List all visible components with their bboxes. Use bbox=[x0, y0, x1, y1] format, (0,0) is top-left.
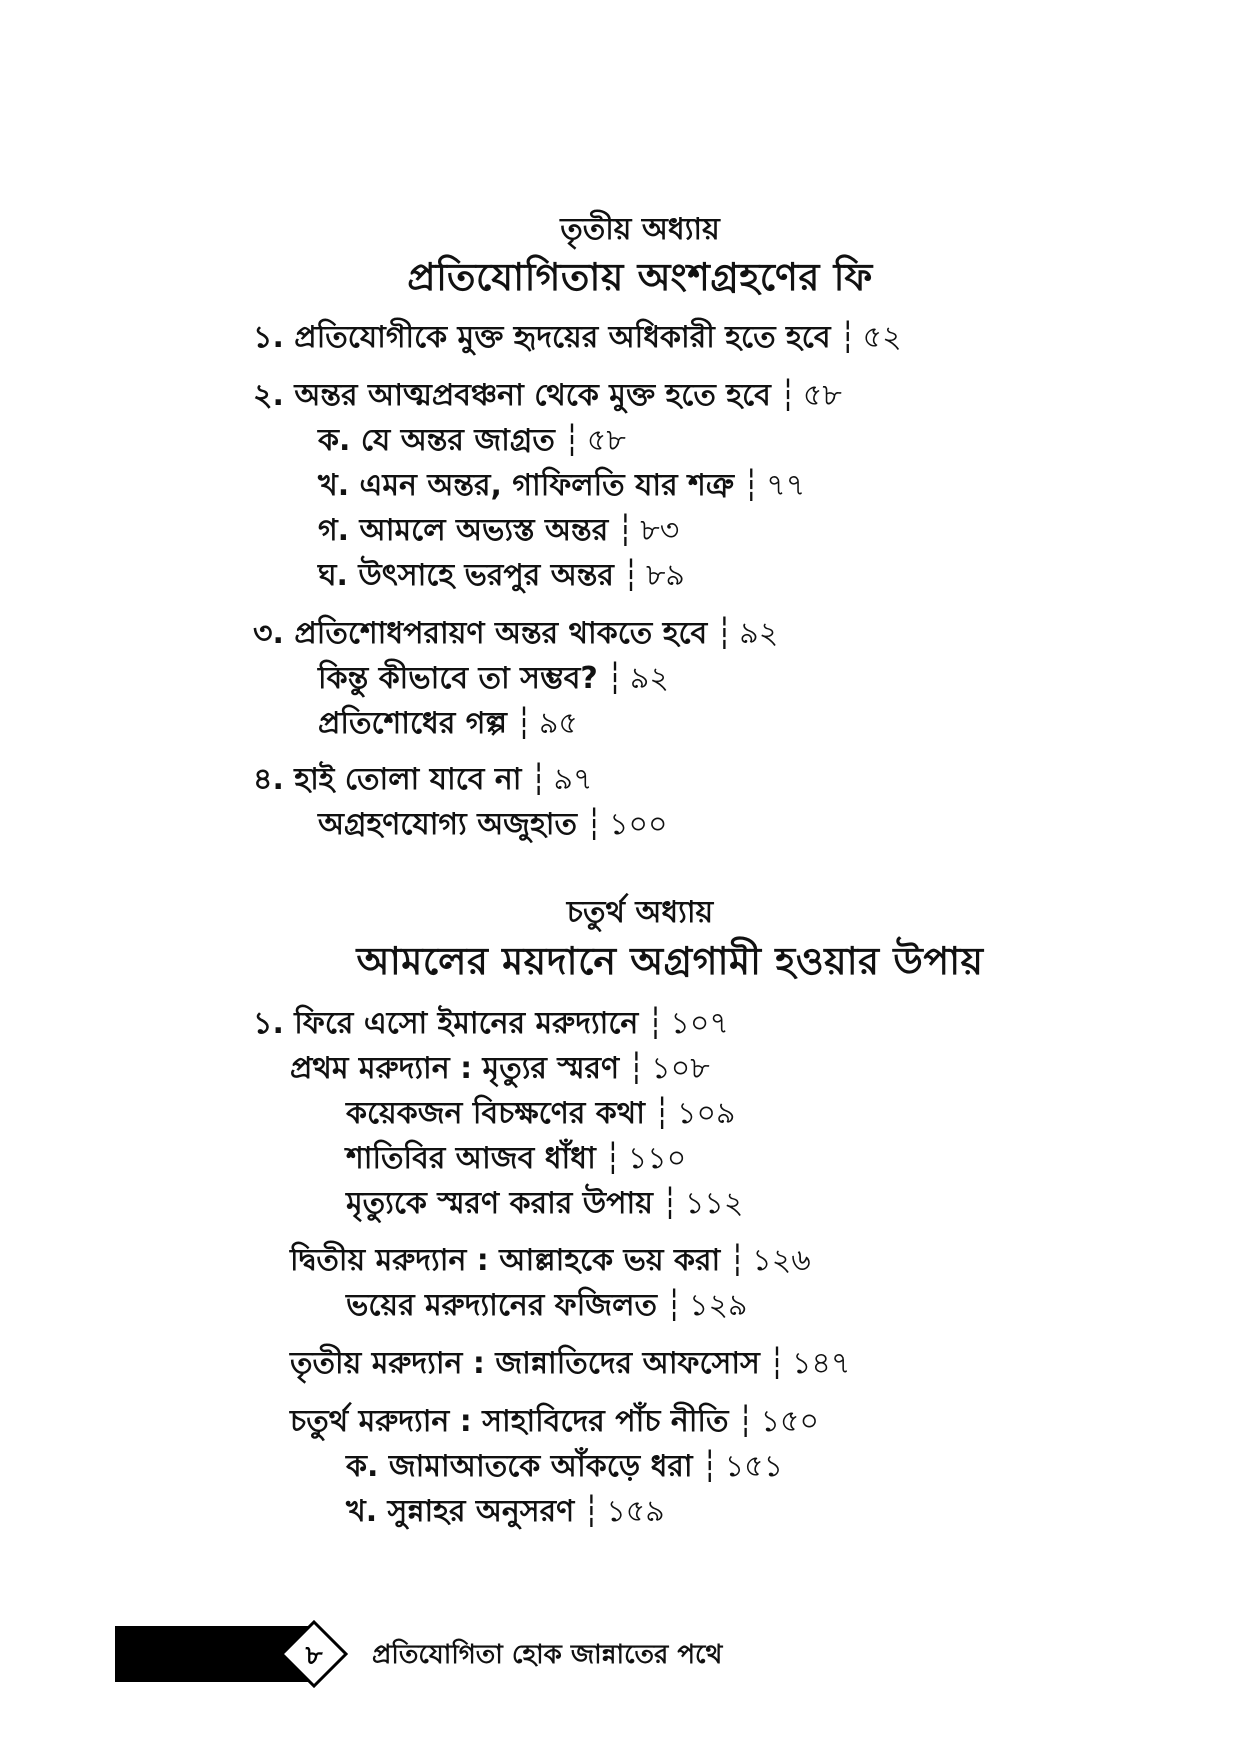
separator-icon: ┆ bbox=[529, 762, 546, 797]
toc-entry-text: ১. প্রতিযোগীকে মুক্ত হৃদয়ের অধিকারী হতে হবে bbox=[253, 320, 831, 355]
toc-entry-text: ভয়ের মরুদ্যানের ফজিলত bbox=[346, 1288, 657, 1323]
toc-entry-page: ১৫১ bbox=[724, 1449, 784, 1484]
toc-entry bbox=[346, 1184, 743, 1224]
toc-entry-text: ঘ. উৎসাহে ভরপুর অন্তর bbox=[318, 558, 614, 593]
toc-entry-page: ১০৮ bbox=[651, 1051, 710, 1086]
toc-entry-text: মৃত্যুকে স্মরণ করার উপায় bbox=[346, 1186, 653, 1221]
separator-icon: ┆ bbox=[767, 1346, 784, 1381]
toc-entry-text: ক. যে অন্তর জাগ্রত bbox=[318, 423, 555, 458]
toc-entry bbox=[346, 1286, 748, 1326]
separator-icon: ┆ bbox=[700, 1449, 717, 1484]
toc-entry-page: ৯৭ bbox=[553, 762, 593, 797]
separator-icon: ┆ bbox=[582, 1494, 599, 1529]
toc-entry-text: কয়েকজন বিচক্ষণের কথা bbox=[346, 1096, 645, 1131]
toc-entry-page: ১০৯ bbox=[677, 1096, 736, 1131]
toc-entry bbox=[290, 1049, 710, 1089]
toc-entry-text: প্রতিশোধের গল্প bbox=[318, 706, 507, 741]
toc-entry bbox=[346, 1094, 735, 1134]
toc-entry-page: ৯৫ bbox=[538, 706, 578, 741]
toc-entry-text: ১. ফিরে এসো ইমানের মরুদ্যানে bbox=[253, 1006, 639, 1041]
toc-entry-text: দ্বিতীয় মরুদ্যান : আল্লাহকে ভয় করা bbox=[290, 1243, 721, 1278]
toc-entry-page: ৫২ bbox=[862, 320, 902, 355]
separator-icon: ┆ bbox=[646, 1006, 663, 1041]
toc-entry-page: ১১০ bbox=[627, 1141, 687, 1176]
chapter4-title: আমলের ময়দানে অগ্রগামী হওয়ার উপায় bbox=[356, 939, 984, 983]
toc-entry-text: তৃতীয় মরুদ্যান : জান্নাতিদের আফসোস bbox=[290, 1346, 760, 1381]
toc-entry bbox=[253, 376, 842, 416]
toc-entry-text: গ. আমলে অভ্যস্ত অন্তর bbox=[318, 513, 609, 548]
toc-entry-text: খ. এমন অন্তর, গাফিলতি যার শত্রু bbox=[318, 468, 735, 503]
toc-entry-text: অগ্রহণযোগ্য অজুহাত bbox=[318, 807, 577, 842]
toc-entry-page: ৫৮ bbox=[586, 423, 626, 458]
toc-entry bbox=[318, 704, 578, 744]
toc-entry-page: ১৫৯ bbox=[606, 1494, 665, 1529]
toc-entry bbox=[253, 614, 778, 654]
toc-entry-page: ৯২ bbox=[629, 661, 669, 696]
toc-entry bbox=[253, 1004, 729, 1044]
toc-entry-text: শাতিবির আজব ধাঁধা bbox=[346, 1141, 596, 1176]
separator-icon: ┆ bbox=[838, 320, 855, 355]
toc-entry bbox=[318, 659, 669, 699]
separator-icon: ┆ bbox=[514, 706, 531, 741]
separator-icon: ┆ bbox=[736, 1404, 753, 1439]
footer-book-title: প্রতিযোগিতা হোক জান্নাতের পথে bbox=[372, 1640, 723, 1670]
toc-entry bbox=[318, 556, 685, 596]
separator-icon: ┆ bbox=[585, 807, 602, 842]
toc-entry-text: ৪. হাই তোলা যাবে না bbox=[253, 762, 522, 797]
separator-icon: ┆ bbox=[621, 558, 638, 593]
chapter3-label: তৃতীয় অধ্যায় bbox=[560, 212, 720, 247]
toc-entry bbox=[290, 1402, 819, 1442]
toc-entry-page: ১২৯ bbox=[689, 1288, 748, 1323]
page-number-badge bbox=[280, 1620, 348, 1688]
toc-entry-text: প্রথম মরুদ্যান : মৃত্যুর স্মরণ bbox=[290, 1051, 620, 1086]
separator-icon: ┆ bbox=[603, 1141, 620, 1176]
toc-entry-page: ৮৩ bbox=[640, 513, 680, 548]
separator-icon: ┆ bbox=[562, 423, 579, 458]
toc-entry bbox=[318, 511, 679, 551]
toc-entry bbox=[318, 805, 668, 845]
toc-entry-page: ১০০ bbox=[609, 807, 668, 842]
separator-icon: ┆ bbox=[742, 468, 759, 503]
toc-entry bbox=[290, 1344, 850, 1384]
toc-entry-text: ২. অন্তর আত্মপ্রবঞ্চনা থেকে মুক্ত হতে হবে bbox=[253, 378, 771, 413]
separator-icon: ┆ bbox=[627, 1051, 644, 1086]
toc-entry-page: ১১২ bbox=[684, 1186, 744, 1221]
separator-icon: ┆ bbox=[664, 1288, 682, 1323]
separator-icon: ┆ bbox=[778, 378, 795, 413]
toc-entry-text: খ. সুন্নাহর অনুসরণ bbox=[346, 1494, 575, 1529]
toc-entry-page: ১৪৭ bbox=[791, 1346, 851, 1381]
separator-icon: ┆ bbox=[660, 1186, 677, 1221]
toc-entry bbox=[346, 1447, 783, 1487]
separator-icon: ┆ bbox=[605, 661, 622, 696]
page-number: ৮ bbox=[305, 1641, 323, 1671]
toc-entry-page: ৫৮ bbox=[802, 378, 842, 413]
toc-entry-page: ৭৭ bbox=[766, 468, 806, 503]
chapter3-title: প্রতিযোগিতায় অংশগ্রহণের ফি bbox=[407, 255, 873, 299]
toc-entry-text: ৩. প্রতিশোধপরায়ণ অন্তর থাকতে হবে bbox=[253, 616, 708, 651]
separator-icon: ┆ bbox=[652, 1096, 669, 1131]
toc-entry-page: ১০৭ bbox=[670, 1006, 729, 1041]
toc-entry bbox=[346, 1492, 665, 1532]
separator-icon: ┆ bbox=[616, 513, 633, 548]
separator-icon: ┆ bbox=[715, 616, 732, 651]
chapter4-label: চতুর্থ অধ্যায় bbox=[566, 895, 714, 930]
toc-entry bbox=[290, 1241, 811, 1281]
toc-entry bbox=[318, 421, 626, 461]
toc-entry-text: ক. জামাআতকে আঁকড়ে ধরা bbox=[346, 1449, 693, 1484]
toc-entry-page: ৮৯ bbox=[645, 558, 685, 593]
toc-entry bbox=[253, 760, 593, 800]
toc-entry bbox=[253, 318, 902, 358]
toc-entry-page: ৯২ bbox=[739, 616, 779, 651]
separator-icon: ┆ bbox=[728, 1243, 745, 1278]
toc-entry bbox=[346, 1139, 686, 1179]
toc-entry-page: ১৫০ bbox=[760, 1404, 820, 1439]
toc-entry bbox=[318, 466, 805, 506]
toc-entry-page: ১২৬ bbox=[752, 1243, 811, 1278]
toc-entry-text: চতুর্থ মরুদ্যান : সাহাবিদের পাঁচ নীতি bbox=[290, 1404, 729, 1439]
toc-entry-text: কিন্তু কীভাবে তা সম্ভব? bbox=[318, 661, 598, 696]
